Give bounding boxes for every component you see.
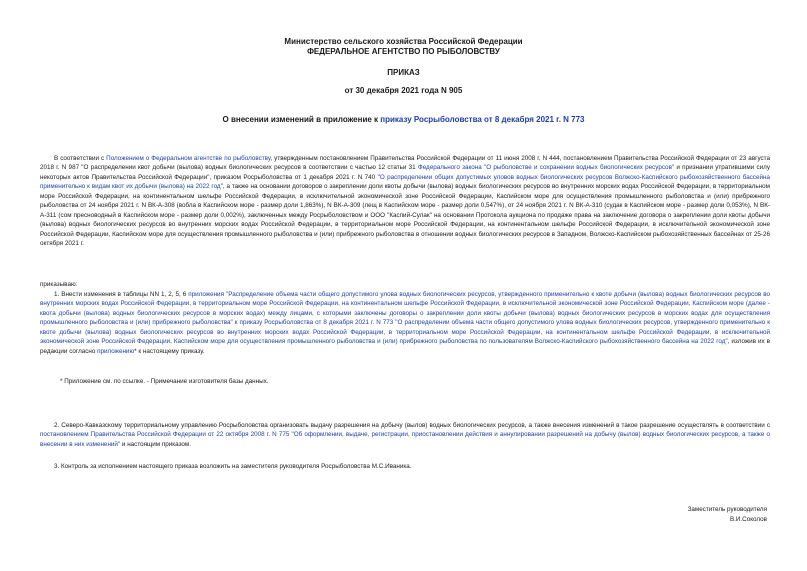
document-title — [0, 115, 807, 125]
signature-position: Заместитель руководителя — [687, 506, 767, 513]
preamble-text-2: , утвержденным постановлением Правительства Российской Федерации от 11 июня 2008 г. N 444, постановлением Правительства Российской Федерации от 23 августа 2018 г. N 987 "О распределении квот добычи (вылова) водных биологических ресурсов в соответствии с частью 12 статьи 31 — [40, 155, 770, 172]
signature-name: В.И.Соколов — [729, 516, 767, 523]
order-word: приказываю: — [40, 281, 78, 288]
item-1-text-2: , изложив их в редакции согласно — [40, 338, 770, 355]
footnote: * Приложение см. по ссылке. - Примечание изготовителя базы данных. — [60, 378, 269, 385]
item-3-paragraph: 3. Контроль за исполнением настоящего приказа возложить на заместителя руководителя Росрыболовства М.С.Иваника. — [54, 463, 412, 470]
preamble-text-1: В соответствии с — [54, 155, 107, 162]
preamble-link-regulation[interactable]: Положением о Федеральном агентстве по рыболовству — [106, 155, 271, 162]
item-1-link-appendix-ref[interactable]: приложению — [97, 347, 135, 355]
item-2-link-resolution[interactable]: постановлением Правительства Российской Федерации от 22 октября 2008 г. N 775 "Об оформлении, выдаче, регистрации, приостановлении действия и аннулировании разрешений на добычу (вылов) водных биологических ресурсов, а также о внесении в них изменений" — [40, 431, 770, 448]
document-type: ПРИКАЗ — [387, 68, 420, 77]
item-2-text-2: и настоящим приказом. — [120, 440, 191, 448]
item-2-paragraph — [40, 421, 770, 449]
item-2-text-1: 2. Северо-Кавказскому территориальному управлению Росрыболовства организовать выдачу разрешения на добычу (вылов) водных биологических ресурсов, а также внесения изменений в такое разрешение осуществлять в соответствии с — [54, 422, 770, 429]
preamble-link-order-740[interactable]: О распределении общих допустимых уловов водных биологических ресурсов Волжско-Каспийского рыбохозяйственного бассейна применительно к видам квот их добычи (вылова) на 2022 год — [40, 173, 770, 191]
document-date-number: от 30 декабря 2021 года N 905 — [344, 86, 463, 95]
preamble-text-3: и признании утратившими силу некоторых актов Правительства Российской Федерации", приказом Росрыболовства от 1 декабря 2021 г. N 740 " — [40, 164, 771, 181]
item-1-text-1: 1. Внести изменения в таблицы NN 1, 2, 5, 6 — [54, 291, 189, 298]
signature-block — [688, 505, 767, 525]
preamble-paragraph — [40, 154, 770, 249]
item-1-link-appendix[interactable]: приложения "Распределение объема части общего допустимого улова водных биологических ресурсов, утвержденного применительно к квоте добычи (вылова) водных биологических ресурсов во внутренних морских водах Российской Федерации, в территориальном море Российской Федерации, на континентальном шельфе Российской Федерации, в исключительной экономической зоне Российской Федерации, Каспийском море (далее - квота добычи (вылова) водных биологических ресурсов в морских водах) между лицами, с которыми заключены договоры о закреплении доли квоты добычи (вылова) водных биологических ресурсов в морских водах для осуществления промышленного рыболовства и (или) прибрежного рыболовства" к приказу Росрыболовства от 8 декабря 2021 г. N 773 "О распределении объема части общего допустимого улова водных биологических ресурсов, утвержденного применительно к квоте добычи (вылова) водных биологических ресурсов во внутренних морских водах Российской Федерации, в территориальном море Российской Федерации, на континентальном шельфе Российской Федерации, в исключительной экономической зоне Российской Федерации, Каспийском море для осуществления промышленного рыболовства и (или) прибрежного рыболовства по пользователям Волжско-Каспийского рыбохозяйственного бассейна на 2022 год" — [40, 291, 770, 346]
ministry-name: Министерство сельского хозяйства Российской Федерации — [284, 37, 523, 46]
agency-name: ФЕДЕРАЛЬНОЕ АГЕНТСТВО ПО РЫБОЛОВСТВУ — [307, 47, 500, 56]
title-text: О внесении изменений в приложение к — [222, 115, 381, 124]
preamble-link-federal-law[interactable]: Федерального закона "О рыболовстве и сохранении водных биологических ресурсов" — [417, 164, 675, 172]
title-link[interactable]: приказу Росрыболовства от 8 декабря 2021 г. N 773 — [380, 115, 585, 124]
item-1-text-3: * к настоящему приказу. — [134, 347, 205, 355]
item-1-paragraph — [40, 290, 770, 356]
preamble-text-4: ", а также на основании договоров о закреплении доли квоты добычи (вылова) водных биологических ресурсов во внутренних морских водах Российской Федерации, в территориальном море Российской Федерации, на континентальном шельфе Российской Федерации, в исключительной экономической зоне Российской Федерации, Каспийском море для осуществления промышленного рыболовства и (или) прибрежного рыболовства от 24 ноября 2021 г. N ВК-А-308 (вобла в Каспийском море - размер доли 1,863%), N ВК-А-309 (лещ в Каспийском море - размер доли 0,547%), от 24 ноября 2021 г. N ВК-А-310 (судак в Каспийском море - размер доли 0,053%), N ВК-А-311 (сом пресноводный в Каспийском море - размер доли 0,002%), заключенных между Росрыболовством и ООО "Каспий-Сулак" на основании Протокола аукциона по продаже права на заключение договора о закреплении доли квоты добычи (вылова) водных биологических ресурсов во внутренних морских водах Российской Федерации, в территориальном море Российской Федерации, на континентальном шельфе Российской Федерации, в исключительной экономической зоне Российской Федерации, Каспийском море для осуществления промышленного рыболовства и (или) прибрежного рыболовства в отношении водных биологических ресурсов в Западном, Волжско-Каспийском рыбохозяйственных бассейнах от 25-26 октября 2021 г. — [40, 183, 770, 248]
